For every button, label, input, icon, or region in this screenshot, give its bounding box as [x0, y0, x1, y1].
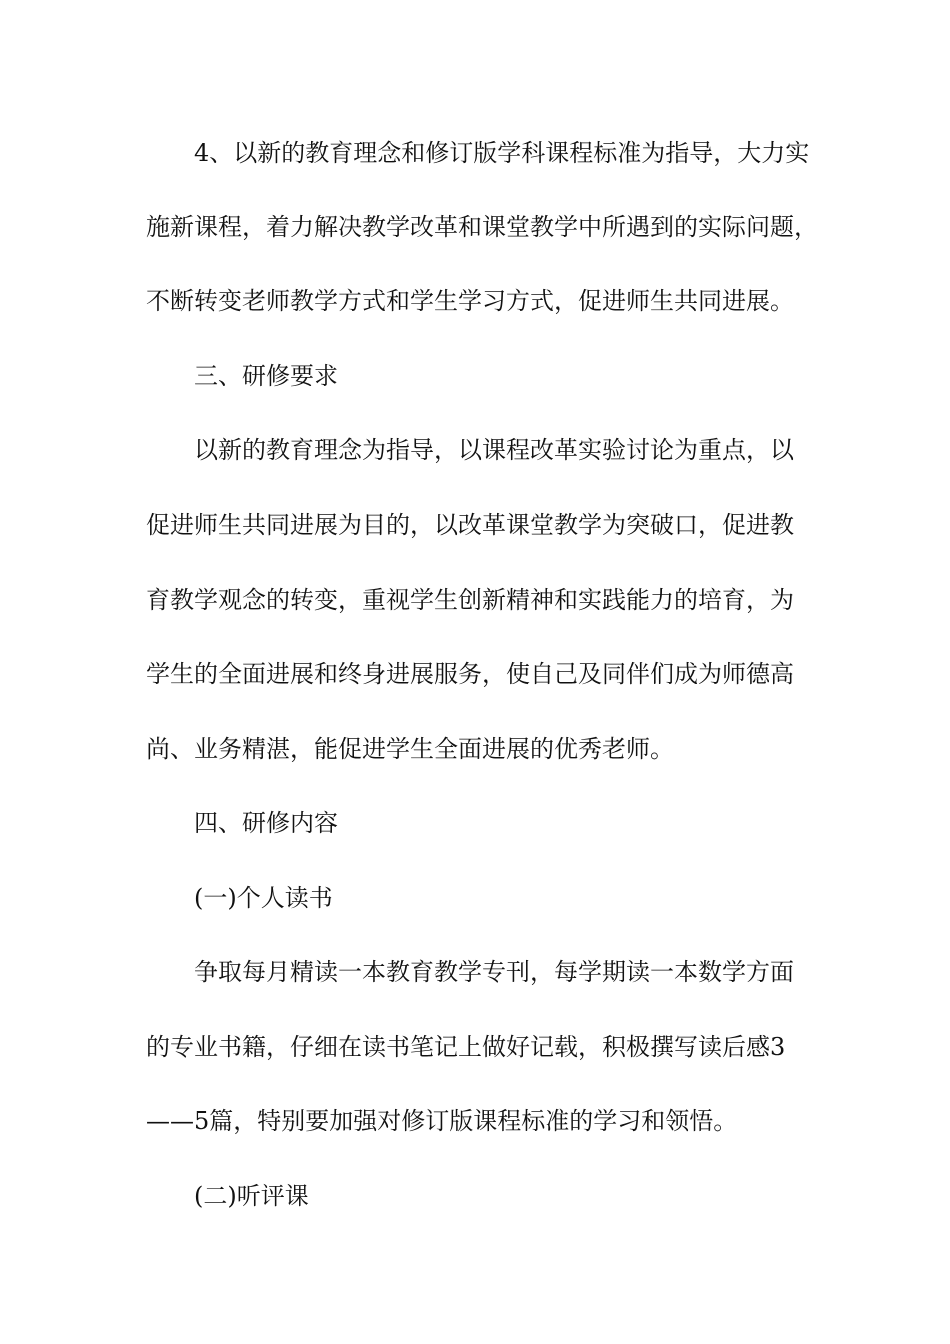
reading-line-2: 的专业书籍，仔细在读书笔记上做好记载，积极撰写读后感3 [146, 1033, 786, 1061]
requirements-line-4: 学生的全面进展和终身进展服务，使自己及同伴们成为师德高 [146, 660, 794, 688]
reading-line-3: ——5篇，特别要加强对修订版课程标准的学习和领悟。 [146, 1107, 738, 1135]
paragraph-4-line-3: 不断转变老师教学方式和学生学习方式，促进师生共同进展。 [146, 287, 794, 315]
paragraph-4-line-2: 施新课程，着力解决教学改革和课堂教学中所遇到的实际问题， [146, 213, 818, 241]
requirements-line-1: 以新的教育理念为指导，以课程改革实验讨论为重点，以 [194, 436, 794, 464]
paragraph-4-line-1: 4、以新的教育理念和修订版学科课程标准为指导，大力实 [194, 139, 810, 167]
subheading-lesson-review: (二)听评课 [194, 1182, 309, 1210]
section-heading-requirements: 三、研修要求 [194, 362, 338, 390]
requirements-line-3: 育教学观念的转变，重视学生创新精神和实践能力的培育，为 [146, 586, 794, 614]
reading-line-1: 争取每月精读一本教育教学专刊，每学期读一本数学方面 [194, 958, 794, 986]
section-heading-content: 四、研修内容 [194, 809, 338, 837]
requirements-line-5: 尚、业务精湛，能促进学生全面进展的优秀老师。 [146, 735, 674, 763]
requirements-line-2: 促进师生共同进展为目的，以改革课堂教学为突破口，促进教 [146, 511, 794, 539]
subheading-reading: (一)个人读书 [194, 884, 333, 912]
